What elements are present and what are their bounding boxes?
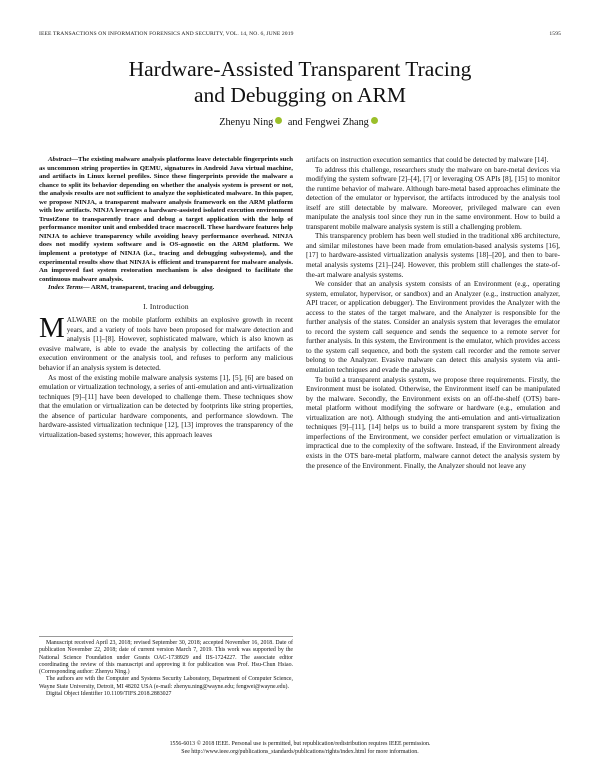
intro-paragraph-1 [39,312,293,373]
right-paragraph-3: We consider that an analysis system consists of an Environment (e.g., operating system, emulator, hypervisor, or sandbox) and an Analyzer (e.g., instruction analyzer, API tracer, or application debugger). The Environment provides the Analyzer with the access to the states of the target malware, and the Analyzer is responsible for the further analysis of the states. Consider an analysis system that leverages the emulator to record the system call sequence and sends the sequence to a remote server for further analysis. In this system, the Environment is the emulator, which provides access to the system call sequence, and both the system call recorder and the remote server belong to the Analyzer. Evasive malware can detect this analysis system via anti-emulation techniques and evade the analysis. [306,280,561,375]
footnote-affiliation: The authors are with the Computer and Systems Security Laboratory, Department of Computer Science, Wayne State University, Detroit, MI 48202 USA (e-mail: zhenyu.ning@wayne.edu; fengwei@wayne.edu). [39,676,293,690]
paper-title [0,56,600,108]
right-paragraph-4: To build a transparent analysis system, we propose three requirements. Firstly, the Environment must be isolated. Otherwise, the Environment itself can be manipulated by the malware. Secondly, the Environment exists on an off-the-shelf (OTS) bare-metal platform without modifying the software or hardware (e.g., emulation and virtualization are not). Although studying the anti-emulation and anti-virtualization techniques [9]–[11], [14] helps us to build a more transparent system by fixing the imperfections of the Environment, we consider perfect emulation or virtualization is impractical due to the complexity of the software. Instead, if the Environment already exists in the OTS bare-metal platform, malware cannot detect the analysis system by the presence of the Environment. Finally, the Analyzer should not leave any [306,375,560,470]
index-terms [39,284,293,293]
footnote [39,640,293,698]
page-number: 1595 [549,31,561,37]
author-line [0,117,600,128]
title-line-2: and Debugging on ARM [193,83,406,107]
right-paragraph-0: artifacts on instruction execution semantics that could be detected by malware [14]. [306,156,549,164]
intro-paragraph-2: As most of the existing mobile malware analysis systems [1], [5], [6] are based on emulation or virtualization technology, a series of anti-emulation and anti-virtualization techniques [9]–[11] have been developed to challenge them. These techniques show that the emulation or virtualization can be detected by footprints like string properties, the absence of particular hardware components, and performance slowdown. The hardware-assisted virtualization technique [12], [13] improves the transparency of the virtualization-based systems; however, this approach leaves [39,373,294,439]
copyright-line-2[interactable]: See http://www.ieee.org/publications_standards/publications/rights/index.html for more information. [181,749,419,756]
author-2: Fengwei Zhang [305,117,369,128]
orcid-icon[interactable] [275,117,282,124]
running-header [39,31,561,41]
intro-paragraph-1-text: ALWARE on the mobile platform exhibits an explosive growth in recent years, and a variety of tools have been proposed for malware detection and analysis [1]–[8]. However, sophisticated malware, which is also known as evasive malware, is able to evade the analysis by collecting the artifacts of the execution environment or the analysis tool, and refuses to perform any malicious behavior if an analysis system is detected. [39,316,293,373]
right-paragraph-2: This transparency problem has been well studied in the traditional x86 architecture, and similar milestones have been made from emulation-based analysis systems [16], [17] to hardware-assisted virtualization analysis systems [18]–[20], and then to bare-metal analysis systems [21]–[24]. However, this problem still challenges the state-of-the-art malware analysis systems. [306,232,560,279]
footnote-doi: Digital Object Identifier 10.1109/TIFS.2018.2883027 [46,691,172,698]
orcid-icon[interactable] [371,117,378,124]
author-1: Zhenyu Ning [219,117,274,128]
title-line-1: Hardware-Assisted Transparent Tracing [128,57,472,81]
index-terms-body: — ARM, transparent, tracing and debugging. [82,284,215,292]
abstract-label: Abstract [48,156,72,163]
abstract-body: —The existing malware analysis platforms leave detectable fingerprints such as uncommon string properties in QEMU, signatures in Android Java virtual machine, and artifacts in Linux kernel profiles. Since these fingerprints provide the malware a chance to split its behavior depending on whether the analysis system is present or not, the analysis results are not sufficient to analyze the sophisticated malware. In this paper, we propose NINJA, a transparent malware analysis framework on the ARM platform with low artifacts. NINJA leverages a hardware-assisted isolated execution environment TrustZone to transparently trace and debug a target application with the help of performance monitor unit and embedded trace macrocell. These hardware features help NINJA to achieve transparency while avoiding heavy performance overhead. NINJA does not modify system software and is OS-agnostic on the ARM platform. We implement a prototype of NINJA (i.e., tracing and debugging subsystems), and the experimental results show that NINJA is efficient and transparent for malware analysis. An improved fast system restoration mechanism is also designed to facilitate the continuous malware analysis. [39,156,293,283]
copyright-notice [0,740,600,757]
right-paragraph-1: To address this challenge, researchers study the malware on bare-metal devices via modifying the system software [2]–[4], [7] or leveraging OS APIs [8], [15] to monitor the runtime behavior of malware. Although bare-metal based approaches eliminate the detection of the emulator or hypervisor, the artifacts introduced by the analysis tool itself are still detectable by malware. Moreover, privileged malware can even manipulate the analysis tool since they run in the same environment. How to build a transparent mobile malware analysis system is still a challenging problem. [306,165,560,231]
right-column [306,156,560,471]
footnote-manuscript: Manuscript received April 23, 2018; revised September 30, 2018; accepted November 16, 2018. Date of publication November 22, 2018; date of current version March 7, 2019. This work was supported by the National Science Foundation under Grants OAC-1738929 and IIS-1724227. The associate editor coordinating the review of this manuscript and approving it for publication was Prof. Hsu-Chun Hsiao. (Corresponding author: Zhenyu Ning.) [39,640,293,676]
left-column [39,156,293,440]
copyright-line-1: 1556-6013 © 2018 IEEE. Personal use is permitted, but republication/redistribution requires IEEE permission. [169,741,431,747]
drop-cap: M [39,312,65,345]
index-terms-label: Index Terms [48,284,83,292]
section-heading: I. Introduction [143,301,189,311]
author-conjunction: and [287,117,303,128]
footnote-rule [39,636,293,637]
journal-header: IEEE TRANSACTIONS ON INFORMATION FORENSICS AND SECURITY, VOL. 14, NO. 6, JUNE 2019 [39,31,294,37]
abstract [39,156,293,284]
